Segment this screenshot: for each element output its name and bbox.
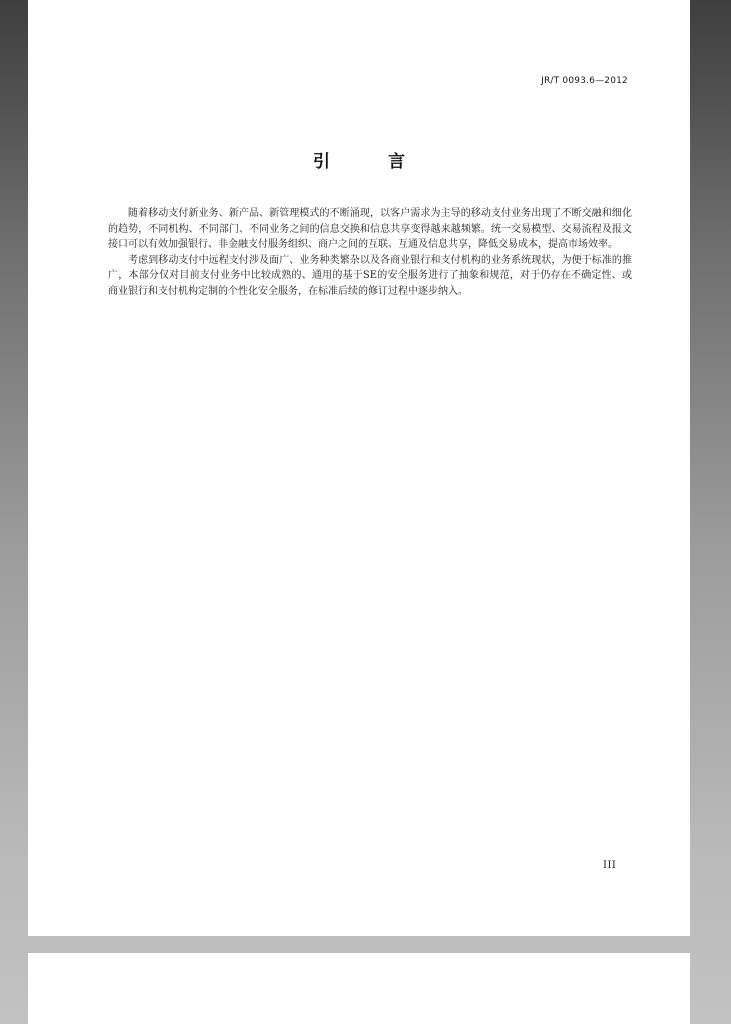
body-text xyxy=(108,206,632,300)
next-document-page xyxy=(28,953,690,1024)
paragraph: 随着移动支付新业务、新产品、新管理模式的不断涌现，以客户需求为主导的移动支付业务出现了不断交融和细化的趋势，不同机构、不同部门、不同业务之间的信息交换和信息共享变得越来越频繁。统一交易模型、交易流程及报文接口可以有效加强银行、非金融支付服务组织、商户之间的互联、互通及信息共享，降低交易成本，提高市场效率。 xyxy=(108,208,632,251)
document-page xyxy=(28,0,690,936)
paragraph: 考虑到移动支付中远程支付涉及面广、业务种类繁杂以及各商业银行和支付机构的业务系统现状，为便于标准的推广，本部分仅对目前支付业务中比较成熟的、通用的基于SE的安全服务进行了抽象和规范，对于仍存在不确定性、或商业银行和支付机构定制的个性化安全服务，在标准后续的修订过程中逐步纳入。 xyxy=(108,254,632,297)
page-title: 引 言 xyxy=(313,152,431,172)
standard-code: JR/T 0093.6—2012 xyxy=(541,76,628,86)
page-number: III xyxy=(603,860,617,871)
